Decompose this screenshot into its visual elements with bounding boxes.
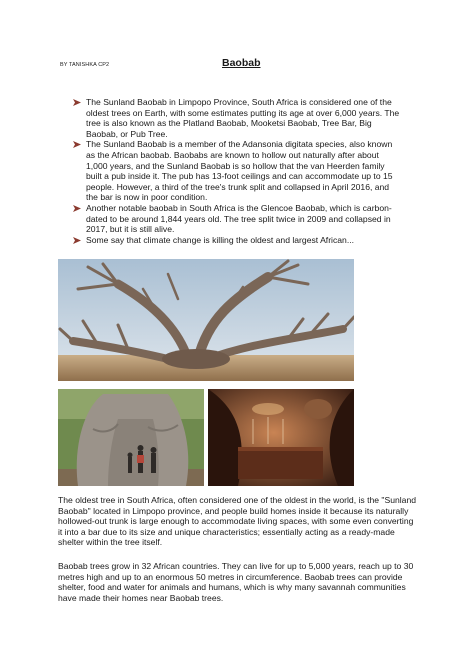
people-beside-baobab-trunk-photo: [58, 389, 204, 486]
bullet-text: Another notable baobab in South Africa is the Glencoe Baobab, which is carbon-dated to be around 1,844 years old. The tree split twice in 2009 and collapsed in 2017, but it is still alive.: [86, 202, 392, 235]
list-item: [73, 203, 401, 235]
bullet-list: [73, 97, 401, 245]
bar-inside-baobab-photo: [208, 389, 354, 486]
paragraph-baobab-facts: Baobab trees grow in 32 African countries. They can live for up to 5,000 years, reach up to 30 metres high and up to an enormous 50 metres in circumference. Baobab trees can provide shelter, food and water for animals and humans, which is why many savannah communities have made their homes near Baobab trees.: [58, 561, 414, 603]
list-item: [73, 139, 401, 203]
bullet-text: Some say that climate change is killing the oldest and largest African...: [86, 234, 354, 245]
list-item: [73, 235, 401, 246]
arrow-bullet-icon: [73, 237, 81, 244]
arrow-bullet-icon: [73, 205, 81, 212]
bullet-text: The Sunland Baobab is a member of the Adansonia digitata species, also known as the African baobab. Baobabs are known to hollow out naturally after about 1,000 years, and the Sunland Baobab is so hollow that the van Heerden family built a pub inside it. The pub has 13-foot ceilings and can accommodate up to 15 people. However, a third of the tree's trunk split and collapsed in April 2016, and the bar is now in poor condition.: [86, 139, 393, 203]
collapsed-baobab-tree-photo: [58, 259, 354, 381]
arrow-bullet-icon: [73, 141, 81, 148]
paragraph-oldest-tree: The oldest tree in South Africa, often considered one of the oldest in the world, is the "Sunland Baobab" located in Limpopo province, and people build homes inside it because its naturally hollowed-out trunk is large enough to accommodate living spaces, with some even converting it into a bar due to its size and unique characteristics; essentially acting as a ready-made shelter within the tree itself.: [58, 495, 417, 548]
page-title: Baobab: [222, 57, 261, 69]
byline: BY TANISHKA CP2: [60, 62, 110, 68]
arrow-bullet-icon: [73, 99, 81, 106]
bullet-text: The Sunland Baobab in Limpopo Province, South Africa is considered one of the oldest trees on Earth, with some estimates putting its age at over 6,000 years. The tree is also known as the Platland Baobab, Mooketsi Baobab, Tree Bar, Big Baobab, or Pub Tree.: [86, 97, 400, 139]
list-item: [73, 97, 401, 139]
